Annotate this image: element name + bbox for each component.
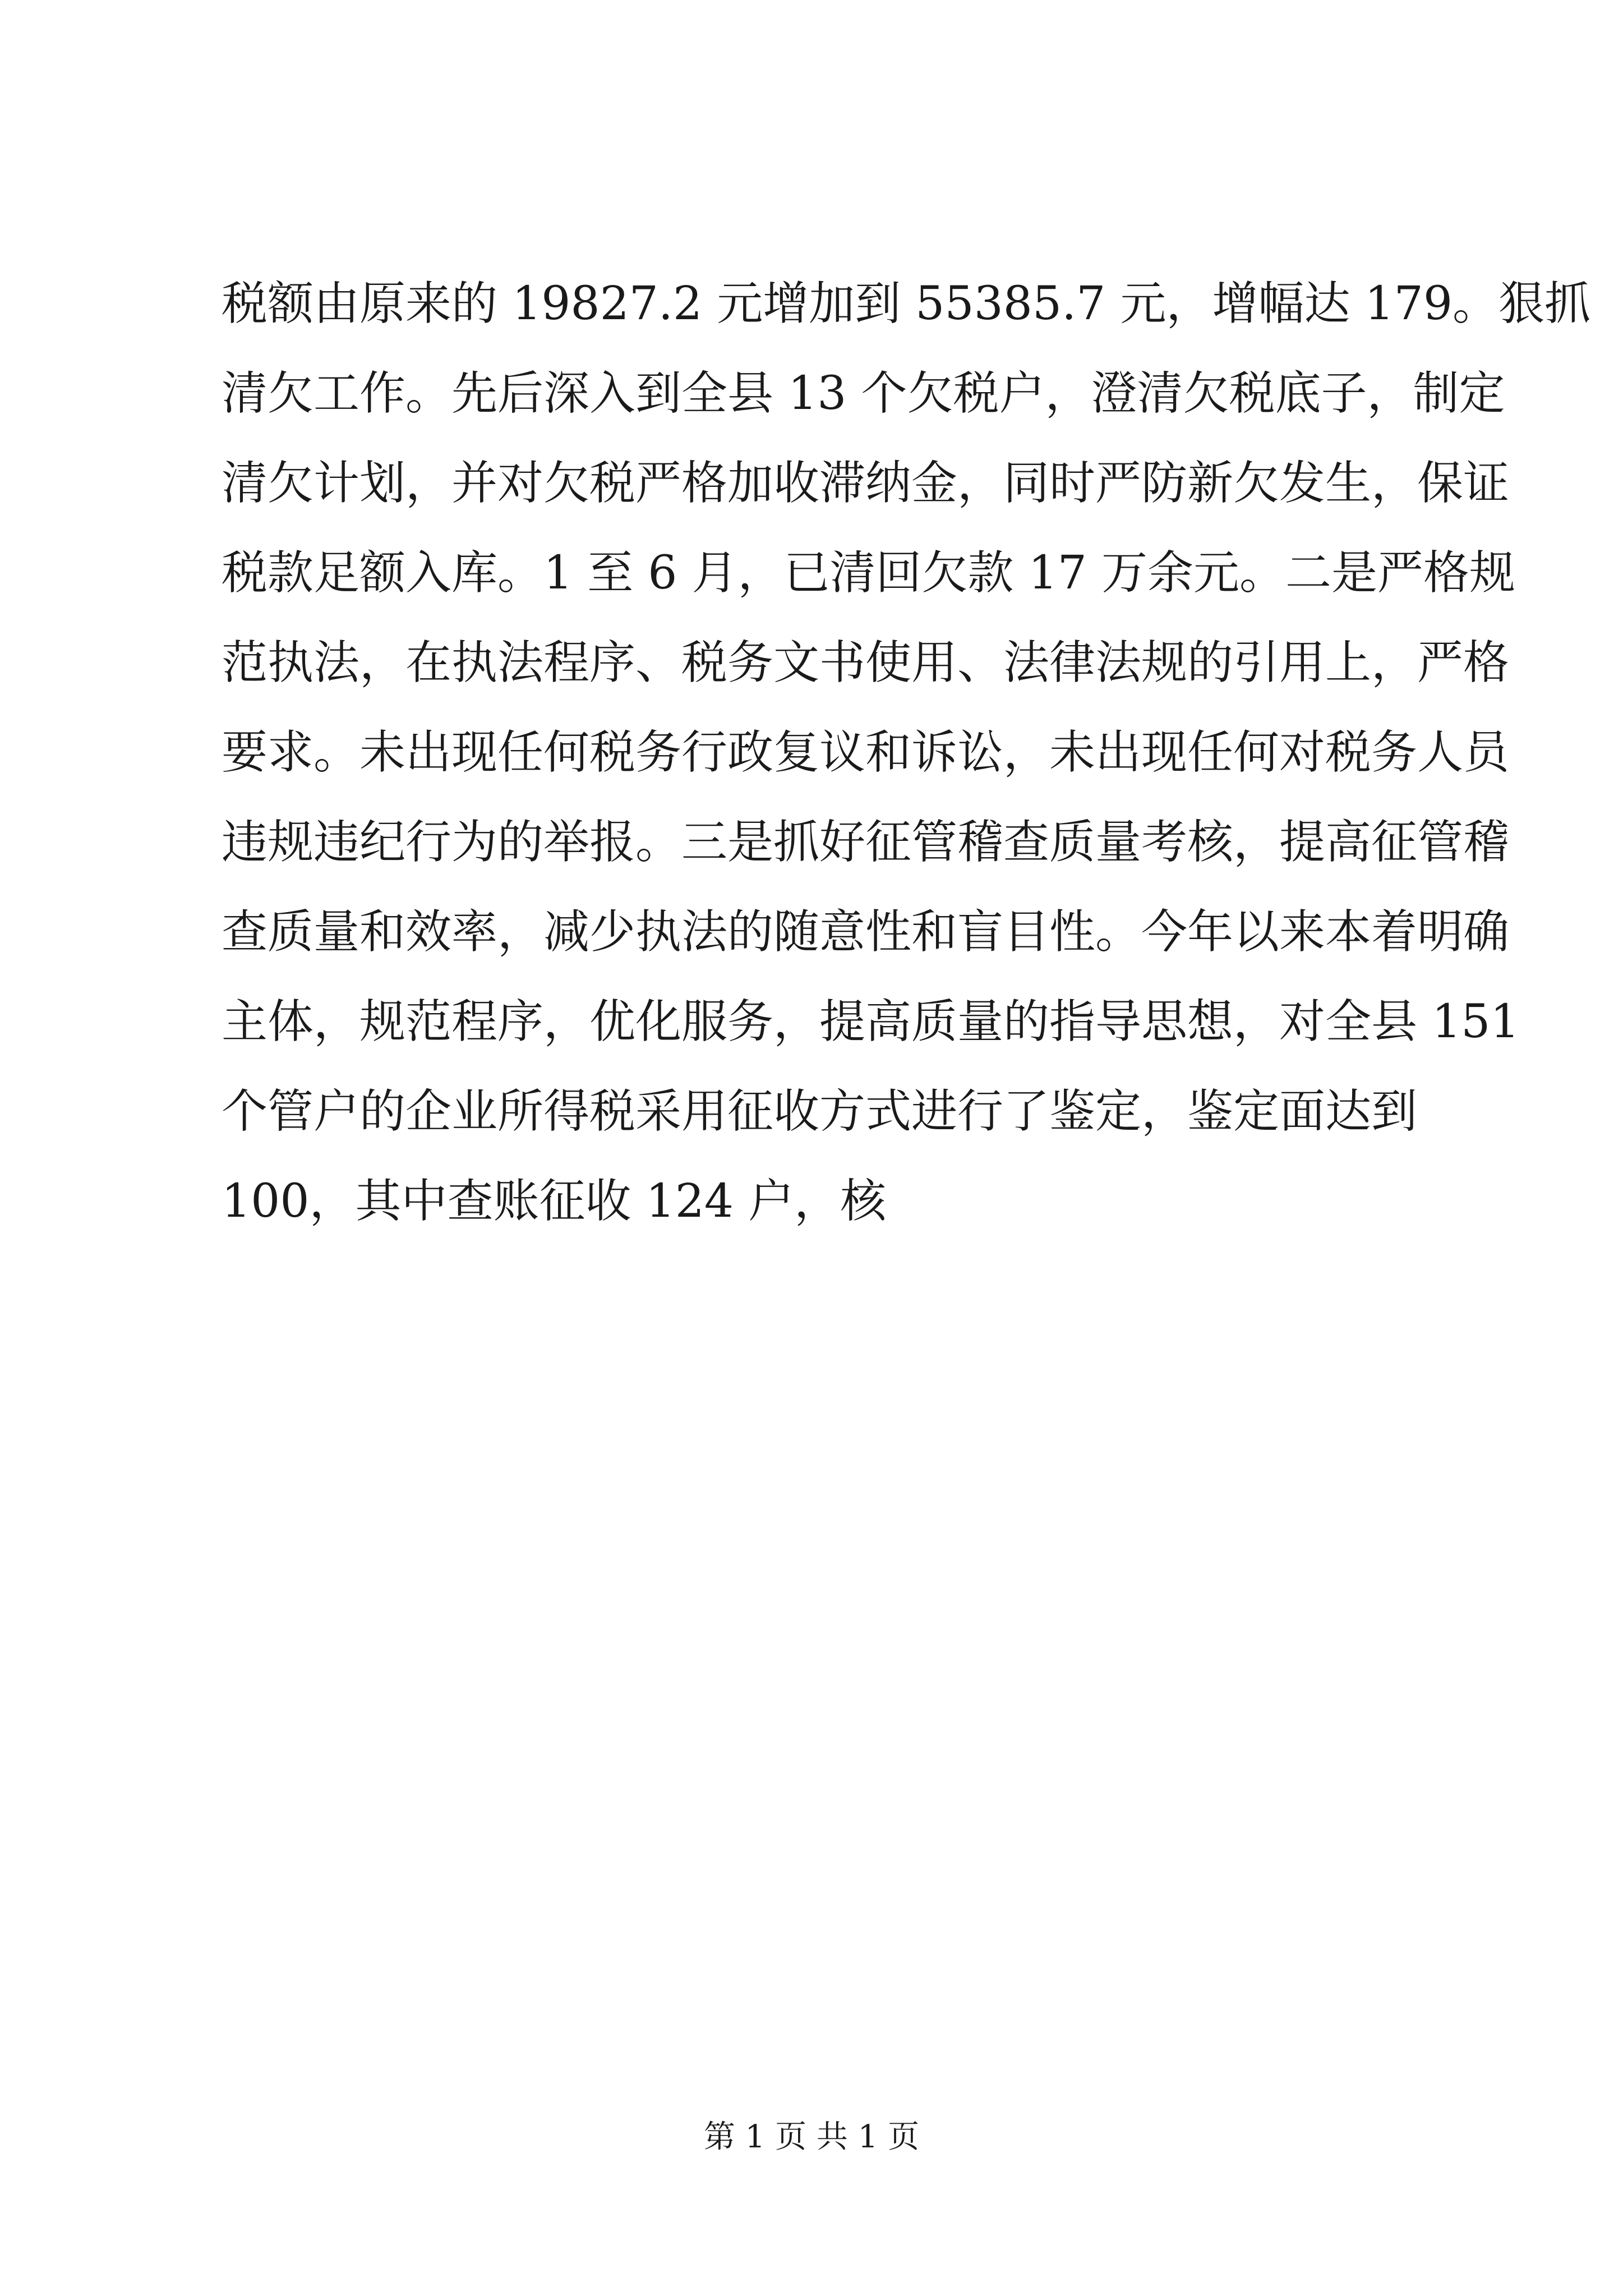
text-line: 违规违纪行为的举报。三是抓好征管稽查质量考核，提高征管稽 xyxy=(222,816,1510,869)
text-line: 清欠工作。先后深入到全县 13 个欠税户，澄清欠税底子，制定 xyxy=(222,367,1505,420)
text-line: 税款足额入库。1 至 6 月，已清回欠款 17 万余元。二是严格规 xyxy=(222,546,1516,600)
text-line: 主体，规范程序，优化服务，提高质量的指导思想，对全县 151 xyxy=(222,995,1520,1048)
text-line: 要求。未出现任何税务行政复议和诉讼，未出现任何对税务人员 xyxy=(222,726,1510,779)
text-line: 税额由原来的 19827.2 元增加到 55385.7 元，增幅达 179。狠抓 xyxy=(222,277,1591,330)
text-line-last: 100，其中查账征收 124 户，核 xyxy=(222,1175,887,1228)
text-line: 清欠计划，并对欠税严格加收滞纳金，同时严防新欠发生，保证 xyxy=(222,457,1510,510)
body-paragraph xyxy=(222,259,1591,1246)
text-line: 个管户的企业所得税采用征收方式进行了鉴定，鉴定面达到 xyxy=(222,1085,1418,1138)
text-line: 查质量和效率，减少执法的随意性和盲目性。今年以来本着明确 xyxy=(222,905,1510,959)
page-number: 第 1 页 共 1 页 xyxy=(703,2119,920,2155)
text-line: 范执法，在执法程序、税务文书使用、法律法规的引用上，严格 xyxy=(222,636,1510,689)
page-footer xyxy=(0,2115,1623,2160)
